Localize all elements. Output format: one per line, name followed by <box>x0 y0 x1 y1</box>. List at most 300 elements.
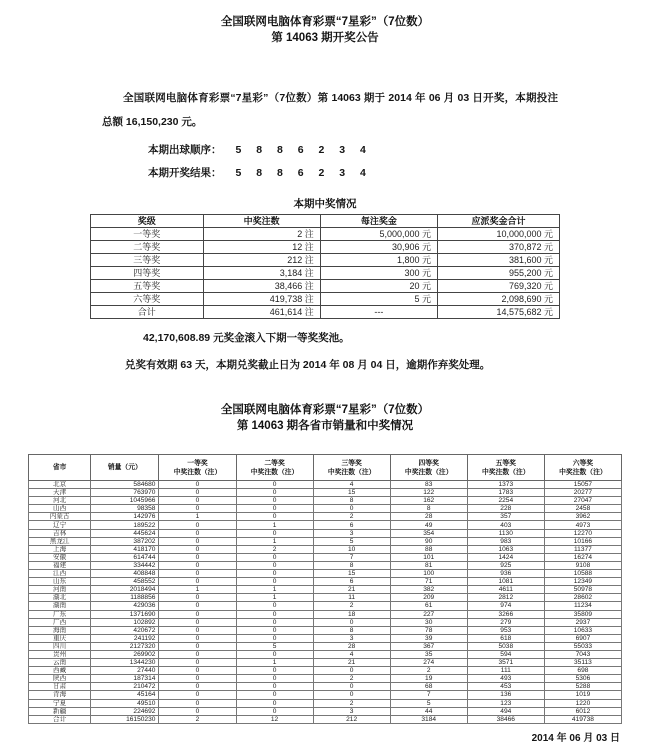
winners-count-cell: 0 <box>159 634 236 642</box>
prize-value-cell: 461,614 注 <box>203 306 320 319</box>
winners-count-cell: 0 <box>159 699 236 707</box>
sales-cell: 241192 <box>91 634 159 642</box>
winners-count-cell: 81 <box>390 561 467 569</box>
winners-count-cell: 0 <box>159 610 236 618</box>
sales-column-header: 销量（元） <box>91 455 159 481</box>
winners-count-cell: 0 <box>236 553 313 561</box>
winners-count-cell: 382 <box>390 586 467 594</box>
winners-count-cell: 28 <box>390 513 467 521</box>
winners-count-cell: 936 <box>467 570 544 578</box>
redeem-deadline-note: 兑奖有效期 63 天，本期兑奖截止日为 2014 年 08 月 04 日，逾期作弃奖处理。 <box>125 359 491 371</box>
winners-count-cell: 0 <box>236 529 313 537</box>
winners-count-cell: 1220 <box>544 699 621 707</box>
province-name-cell: 河北 <box>29 497 91 505</box>
winners-count-cell: 123 <box>467 699 544 707</box>
winners-count-cell: 0 <box>236 561 313 569</box>
winners-count-cell: 0 <box>159 707 236 715</box>
winners-count-cell: 419738 <box>544 715 621 723</box>
winners-count-cell: 212 <box>313 715 390 723</box>
winners-count-cell: 2458 <box>544 505 621 513</box>
winners-count-cell: 21 <box>313 586 390 594</box>
winners-count-cell: 0 <box>159 497 236 505</box>
winners-count-cell: 0 <box>236 481 313 489</box>
winners-count-cell: 9108 <box>544 561 621 569</box>
sales-cell: 420672 <box>91 626 159 634</box>
winners-count-cell: 0 <box>159 594 236 602</box>
prize-level-cell: 五等奖 <box>91 280 204 293</box>
prize-row <box>91 293 560 306</box>
winners-count-cell: 0 <box>236 505 313 513</box>
winners-count-cell: 0 <box>236 650 313 658</box>
province-name-cell: 江西 <box>29 570 91 578</box>
province-name-cell: 广西 <box>29 618 91 626</box>
winners-count-cell: 2 <box>159 715 236 723</box>
prize-level-cell: 合计 <box>91 306 204 319</box>
winners-count-cell: 136 <box>467 691 544 699</box>
winners-count-cell: 3571 <box>467 659 544 667</box>
winners-count-cell: 1063 <box>467 545 544 553</box>
province-name-cell: 湖北 <box>29 594 91 602</box>
province-name-cell: 陕西 <box>29 675 91 683</box>
winners-count-cell: 2 <box>236 545 313 553</box>
sales-cell: 763970 <box>91 489 159 497</box>
sales-cell: 269902 <box>91 650 159 658</box>
prize-value-cell: 370,872 元 <box>438 241 560 254</box>
province-row <box>29 570 622 578</box>
winners-count-cell: 3 <box>313 529 390 537</box>
prize-value-cell: 381,600 元 <box>438 254 560 267</box>
sales-cell: 49510 <box>91 699 159 707</box>
province-name-cell: 天津 <box>29 489 91 497</box>
province-name-cell: 黑龙江 <box>29 537 91 545</box>
winners-count-cell: 78 <box>390 626 467 634</box>
province-name-cell: 海南 <box>29 626 91 634</box>
winners-count-cell: 3184 <box>390 715 467 723</box>
province-name-cell: 四川 <box>29 642 91 650</box>
winners-count-cell: 122 <box>390 489 467 497</box>
sales-cell: 1344230 <box>91 659 159 667</box>
winners-count-cell: 2 <box>313 602 390 610</box>
province-row <box>29 578 622 586</box>
winners-count-cell: 698 <box>544 667 621 675</box>
draw-result-line <box>148 166 650 180</box>
prize-value-cell: 12 注 <box>203 241 320 254</box>
winners-count-cell: 3962 <box>544 513 621 521</box>
winners-count-cell: 354 <box>390 529 467 537</box>
province-section-title-line1: 全国联网电脑体育彩票“7星彩”（7位数） <box>220 404 430 416</box>
sales-cell: 1045966 <box>91 497 159 505</box>
sales-cell: 2018494 <box>91 586 159 594</box>
province-row <box>29 586 622 594</box>
winners-count-cell: 1 <box>236 659 313 667</box>
province-name-cell: 贵州 <box>29 650 91 658</box>
winners-count-cell: 30 <box>390 618 467 626</box>
winners-count-cell: 274 <box>390 659 467 667</box>
province-name-cell: 合计 <box>29 715 91 723</box>
winners-count-cell: 8 <box>313 561 390 569</box>
winners-count-cell: 974 <box>467 602 544 610</box>
winners-count-cell: 35 <box>390 650 467 658</box>
winners-count-cell: 12 <box>236 715 313 723</box>
province-row <box>29 553 622 561</box>
province-name-cell: 甘肃 <box>29 683 91 691</box>
winners-count-cell: 357 <box>467 513 544 521</box>
province-row <box>29 489 622 497</box>
announcement-title-line2: 第 14063 期开奖公告 <box>271 32 379 44</box>
province-row <box>29 626 622 634</box>
province-name-cell: 西藏 <box>29 667 91 675</box>
winners-count-cell: 5038 <box>467 642 544 650</box>
province-row <box>29 683 622 691</box>
winners-count-cell: 55033 <box>544 642 621 650</box>
prize-value-cell: 212 注 <box>203 254 320 267</box>
sales-cell: 210472 <box>91 683 159 691</box>
winners-count-cell: 11377 <box>544 545 621 553</box>
winners-count-cell: 4 <box>313 650 390 658</box>
province-name-cell: 云南 <box>29 659 91 667</box>
sales-cell: 224692 <box>91 707 159 715</box>
province-name-cell: 福建 <box>29 561 91 569</box>
prize-level-cell: 三等奖 <box>91 254 204 267</box>
province-name-cell: 上海 <box>29 545 91 553</box>
winners-count-cell: 1373 <box>467 481 544 489</box>
winners-count-cell: 1424 <box>467 553 544 561</box>
province-name-cell: 辽宁 <box>29 521 91 529</box>
winners-count-cell: 2254 <box>467 497 544 505</box>
sales-cell: 2127320 <box>91 642 159 650</box>
prize-value-cell: 14,575,682 元 <box>438 306 560 319</box>
winners-count-cell: 6907 <box>544 634 621 642</box>
winners-count-cell: 279 <box>467 618 544 626</box>
sales-cell: 445624 <box>91 529 159 537</box>
winners-count-cell: 0 <box>159 683 236 691</box>
winners-count-cell: 0 <box>313 691 390 699</box>
sales-cell: 102892 <box>91 618 159 626</box>
sales-cell: 142976 <box>91 513 159 521</box>
winners-count-cell: 0 <box>236 675 313 683</box>
winners-count-cell: 35113 <box>544 659 621 667</box>
winners-count-cell: 0 <box>313 667 390 675</box>
winners-count-cell: 1 <box>159 513 236 521</box>
province-row <box>29 642 622 650</box>
winners-count-cell: 0 <box>236 513 313 521</box>
winners-count-cell: 5 <box>390 699 467 707</box>
prize-value-cell: 20 元 <box>320 280 437 293</box>
winners-count-cell: 3 <box>313 707 390 715</box>
total-row <box>91 306 560 319</box>
winners-count-cell: 111 <box>467 667 544 675</box>
province-row <box>29 659 622 667</box>
winners-count-cell: 6 <box>313 578 390 586</box>
winners-count-cell: 68 <box>390 683 467 691</box>
prize-level-cell: 一等奖 <box>91 228 204 241</box>
province-row <box>29 610 622 618</box>
province-row <box>29 505 622 513</box>
winners-count-cell: 50978 <box>544 586 621 594</box>
province-table-body <box>29 481 622 724</box>
intro-paragraph: 全国联网电脑体育彩票“7星彩”（7位数）第 14063 期于 2014 年 06 月 03 日开奖，本期投注总额 16,150,230 元。 <box>102 92 558 128</box>
province-row <box>29 707 622 715</box>
winners-count-cell: 83 <box>390 481 467 489</box>
winners-count-cell: 11 <box>313 594 390 602</box>
draw-order-value: 5 8 8 6 2 3 4 <box>235 144 372 156</box>
prize-value-cell: 1,800 元 <box>320 254 437 267</box>
province-section-title <box>0 402 650 434</box>
sales-cell: 614744 <box>91 553 159 561</box>
winners-count-cell: 28 <box>313 642 390 650</box>
prize-row <box>91 228 560 241</box>
winners-count-cell: 0 <box>159 578 236 586</box>
winners-count-cell: 8 <box>390 505 467 513</box>
sales-cell: 429036 <box>91 602 159 610</box>
prize-level-cell: 二等奖 <box>91 241 204 254</box>
winners-count-cell: 0 <box>159 642 236 650</box>
winners-count-cell: 0 <box>236 489 313 497</box>
winners-count-cell: 0 <box>236 626 313 634</box>
winners-count-cell: 10588 <box>544 570 621 578</box>
winners-count-cell: 0 <box>159 489 236 497</box>
province-name-cell: 安徽 <box>29 553 91 561</box>
sales-cell: 584680 <box>91 481 159 489</box>
winners-count-cell: 1 <box>236 594 313 602</box>
province-row <box>29 545 622 553</box>
province-name-cell: 广东 <box>29 610 91 618</box>
sales-cell: 27440 <box>91 667 159 675</box>
winners-count-cell: 2 <box>390 667 467 675</box>
province-row <box>29 497 622 505</box>
winners-count-cell: 367 <box>390 642 467 650</box>
winners-count-cell: 71 <box>390 578 467 586</box>
province-row <box>29 521 622 529</box>
winners-count-cell: 3 <box>313 634 390 642</box>
column-header: 应派奖金合计 <box>438 215 560 228</box>
winners-count-cell: 0 <box>313 683 390 691</box>
prize-value-cell: 2,098,690 元 <box>438 293 560 306</box>
sales-cell: 45164 <box>91 691 159 699</box>
province-name-cell: 吉林 <box>29 529 91 537</box>
winners-count-cell: 0 <box>159 545 236 553</box>
winners-count-cell: 8 <box>313 626 390 634</box>
province-row <box>29 602 622 610</box>
province-name-cell: 重庆 <box>29 634 91 642</box>
winners-count-cell: 228 <box>467 505 544 513</box>
header-row <box>29 455 622 481</box>
winners-count-cell: 618 <box>467 634 544 642</box>
prize-level-cell: 四等奖 <box>91 267 204 280</box>
winners-count-cell: 0 <box>159 650 236 658</box>
prize-value-cell: 5 元 <box>320 293 437 306</box>
sales-cell: 189522 <box>91 521 159 529</box>
prize-value-cell: 38,466 注 <box>203 280 320 293</box>
winners-count-cell: 1 <box>236 537 313 545</box>
prize-level-cell: 六等奖 <box>91 293 204 306</box>
winners-count-cell: 0 <box>159 667 236 675</box>
winners-count-cell: 0 <box>313 505 390 513</box>
prize-row <box>91 241 560 254</box>
column-header: 中奖注数 <box>203 215 320 228</box>
winners-count-cell: 0 <box>236 683 313 691</box>
winners-count-cell: 0 <box>236 634 313 642</box>
winners-count-cell: 4 <box>313 481 390 489</box>
province-name-cell: 山东 <box>29 578 91 586</box>
province-row <box>29 618 622 626</box>
winners-count-cell: 11234 <box>544 602 621 610</box>
winners-count-cell: 15 <box>313 570 390 578</box>
province-name-cell: 河南 <box>29 586 91 594</box>
announcement-title-line1: 全国联网电脑体育彩票“7星彩”（7位数） <box>220 16 430 28</box>
province-column-header: 省市 <box>29 455 91 481</box>
winners-count-cell: 0 <box>159 675 236 683</box>
sales-cell: 16150230 <box>91 715 159 723</box>
winners-count-cell: 1 <box>159 586 236 594</box>
prize-table-body <box>91 228 560 319</box>
winners-count-cell: 953 <box>467 626 544 634</box>
winners-count-cell: 38466 <box>467 715 544 723</box>
winners-count-cell: 5288 <box>544 683 621 691</box>
prize-value-cell: 5,000,000 元 <box>320 228 437 241</box>
sales-cell: 98358 <box>91 505 159 513</box>
winners-count-cell: 10 <box>313 545 390 553</box>
province-name-cell: 山西 <box>29 505 91 513</box>
winners-count-cell: 12349 <box>544 578 621 586</box>
winners-count-cell: 7043 <box>544 650 621 658</box>
winners-count-cell: 1 <box>236 521 313 529</box>
winners-count-cell: 594 <box>467 650 544 658</box>
sales-cell: 418170 <box>91 545 159 553</box>
winners-count-cell: 1783 <box>467 489 544 497</box>
rollover-note: 42,170,608.89 元奖金滚入下期一等奖奖池。 <box>143 332 350 344</box>
winners-count-cell: 10633 <box>544 626 621 634</box>
total-row <box>29 715 622 723</box>
winners-count-cell: 27047 <box>544 497 621 505</box>
province-row <box>29 561 622 569</box>
announcement-title <box>0 0 650 46</box>
prize-value-cell: 10,000,000 元 <box>438 228 560 241</box>
prize-value-cell: 419,738 注 <box>203 293 320 306</box>
winners-count-cell: 1130 <box>467 529 544 537</box>
prize-column-header: 四等奖 中奖注数（注） <box>390 455 467 481</box>
province-row <box>29 675 622 683</box>
winners-count-cell: 493 <box>467 675 544 683</box>
draw-result-label: 本期开奖结果： <box>148 167 222 179</box>
winners-count-cell: 403 <box>467 521 544 529</box>
prize-value-cell: 769,320 元 <box>438 280 560 293</box>
prize-value-cell: 3,184 注 <box>203 267 320 280</box>
winners-count-cell: 21 <box>313 659 390 667</box>
sales-cell: 1188856 <box>91 594 159 602</box>
winners-count-cell: 0 <box>159 691 236 699</box>
winners-count-cell: 0 <box>236 699 313 707</box>
province-row <box>29 699 622 707</box>
province-row <box>29 650 622 658</box>
prize-value-cell: 30,906 元 <box>320 241 437 254</box>
prize-column-header: 三等奖 中奖注数（注） <box>313 455 390 481</box>
winners-count-cell: 20277 <box>544 489 621 497</box>
winners-count-cell: 7 <box>390 691 467 699</box>
sales-cell: 387202 <box>91 537 159 545</box>
winners-count-cell: 2812 <box>467 594 544 602</box>
winners-count-cell: 28602 <box>544 594 621 602</box>
winners-count-cell: 2 <box>313 513 390 521</box>
winners-count-cell: 0 <box>236 707 313 715</box>
sales-cell: 1371690 <box>91 610 159 618</box>
province-name-cell: 新疆 <box>29 707 91 715</box>
prize-column-header: 六等奖 中奖注数（注） <box>544 455 621 481</box>
sales-cell: 334442 <box>91 561 159 569</box>
province-name-cell: 湖南 <box>29 602 91 610</box>
winners-count-cell: 0 <box>236 578 313 586</box>
province-row <box>29 594 622 602</box>
winners-count-cell: 0 <box>159 529 236 537</box>
winners-count-cell: 3266 <box>467 610 544 618</box>
winners-count-cell: 1019 <box>544 691 621 699</box>
winners-count-cell: 100 <box>390 570 467 578</box>
prize-row <box>91 254 560 267</box>
winners-count-cell: 1081 <box>467 578 544 586</box>
province-row <box>29 529 622 537</box>
winners-count-cell: 101 <box>390 553 467 561</box>
winners-count-cell: 494 <box>467 707 544 715</box>
winners-count-cell: 10166 <box>544 537 621 545</box>
winners-count-cell: 0 <box>159 570 236 578</box>
footer-date: 2014 年 06 月 03 日 <box>531 732 620 744</box>
winners-count-cell: 2 <box>313 699 390 707</box>
winners-count-cell: 1 <box>236 586 313 594</box>
winners-count-cell: 0 <box>236 691 313 699</box>
province-name-cell: 青海 <box>29 691 91 699</box>
winners-count-cell: 5 <box>236 642 313 650</box>
winners-count-cell: 6012 <box>544 707 621 715</box>
winners-count-cell: 0 <box>159 505 236 513</box>
column-header: 每注奖金 <box>320 215 437 228</box>
column-header: 奖级 <box>91 215 204 228</box>
draw-result-value: 5 8 8 6 2 3 4 <box>235 167 372 179</box>
province-name-cell: 内蒙古 <box>29 513 91 521</box>
winners-count-cell: 0 <box>159 481 236 489</box>
province-row <box>29 634 622 642</box>
province-table-header <box>29 455 622 481</box>
sales-cell: 187314 <box>91 675 159 683</box>
province-name-cell: 北京 <box>29 481 91 489</box>
winners-count-cell: 0 <box>159 618 236 626</box>
winners-count-cell: 4611 <box>467 586 544 594</box>
winners-count-cell: 0 <box>236 618 313 626</box>
winners-count-cell: 5 <box>313 537 390 545</box>
prize-row <box>91 267 560 280</box>
province-row <box>29 537 622 545</box>
winners-count-cell: 227 <box>390 610 467 618</box>
province-row <box>29 513 622 521</box>
winners-count-cell: 8 <box>313 497 390 505</box>
prize-column-header: 一等奖 中奖注数（注） <box>159 455 236 481</box>
province-row <box>29 667 622 675</box>
winners-count-cell: 925 <box>467 561 544 569</box>
winners-count-cell: 2937 <box>544 618 621 626</box>
winners-count-cell: 0 <box>313 618 390 626</box>
header-row <box>91 215 560 228</box>
winners-count-cell: 19 <box>390 675 467 683</box>
winners-count-cell: 0 <box>236 497 313 505</box>
winners-count-cell: 209 <box>390 594 467 602</box>
winners-count-cell: 5306 <box>544 675 621 683</box>
winners-count-cell: 88 <box>390 545 467 553</box>
winners-count-cell: 0 <box>159 602 236 610</box>
winners-count-cell: 61 <box>390 602 467 610</box>
winners-count-cell: 39 <box>390 634 467 642</box>
winners-count-cell: 0 <box>159 537 236 545</box>
prize-value-cell: 955,200 元 <box>438 267 560 280</box>
prize-summary-table <box>90 214 560 319</box>
